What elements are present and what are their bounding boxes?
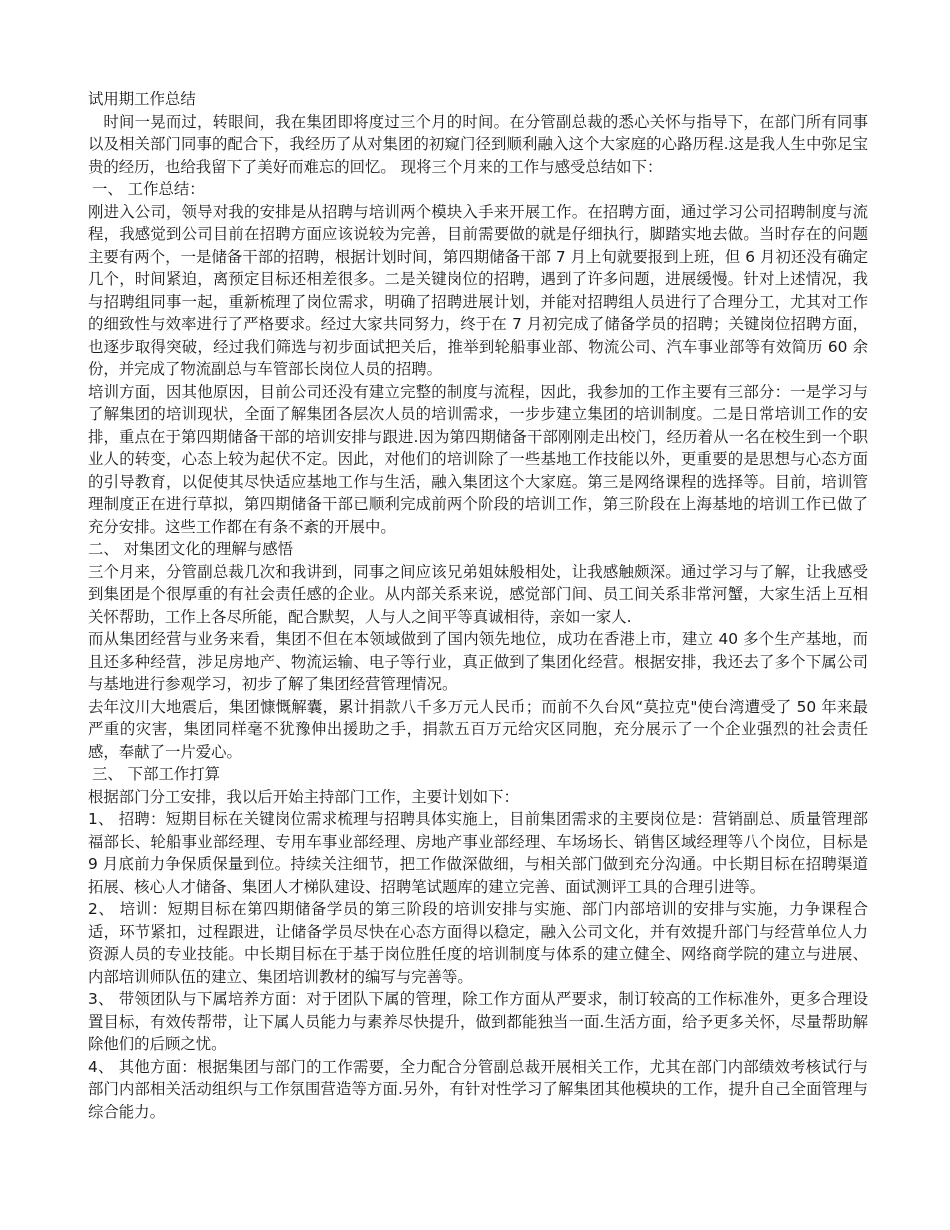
document-title: 试用期工作总结 <box>88 90 196 108</box>
section-heading-3: 三、 下部工作打算 <box>92 765 221 783</box>
section-heading-2: 二、 对集团文化的理解与感悟 <box>88 540 293 558</box>
intro-paragraph: 时间一晃而过，转眼间，我在集团即将度过三个月的时间。在分管副总裁的悉心关怀与指导下，在部门所有同事以及相关部门同事的配合下，我经历了从对集团的初窥门径到顺利融入这个大家庭的心路历程.这是我人生中弥足宝贵的经历，也给我留下了美好而难忘的回忆。 现将三个月来的工作与感受总结如下： <box>88 112 868 176</box>
paragraph-business: 而从集团经营与业务来看，集团不但在本领域做到了国内领先地位，成功在香港上市，建立 40 多个生产基地，而且还多种经营，涉足房地产、物流运输、电子等行业，真正做到了集团化经营。根据安排，我还去了多个下属公司与基地进行参观学习，初步了解了集团经营管理情况。 <box>88 630 868 693</box>
paragraph-plan-intro: 根据部门分工安排，我以后开始主持部门工作，主要计划如下： <box>88 787 519 806</box>
document-body <box>88 88 868 1123</box>
paragraph-charity: 去年汶川大地震后，集团慷慨解囊，累计捐款八千多万元人民币；而前不久台风“莫拉克"使台湾遭受了 50 年来最严重的灾害，集团同样毫不犹豫伸出援助之手，捐款五百万元给灾区同胞，充分展示了一个企业强烈的社会责任感，奉献了一片爱心。 <box>88 697 868 761</box>
paragraph-recruitment: 刚进入公司，领导对我的安排是从招聘与培训两个模块入手来开展工作。在招聘方面，通过学习公司招聘制度与流程，我感觉到公司目前在招聘方面应该说较为完善，目前需要做的就是仔细执行，脚踏实地去做。当时存在的问题主要有两个，一是储备干部的招聘，根据计划时间，第四期储备干部 7 月上旬就要报到上班，但 6 月初还没有确定几个，时间紧迫，离预定目标还相差很多。二是关键岗位的招聘，遇到了许多问题，进展缓慢。针对上述情况，我与招聘组同事一起，重新梳理了岗位需求，明确了招聘进展计划，并能对招聘组人员进行了合理分工，尤其对工作的细致性与效率进行了严格要求。经过大家共同努力，终于在 7 月初完成了储备学员的招聘；关键岗位招聘方面，也逐步取得突破，经过我们筛选与初步面试把关后，推举到轮船事业部、物流公司、汽车事业部等有效简历 60 余份，并完成了物流副总与车管部长岗位人员的招聘。 <box>88 202 868 378</box>
plan-item-2: 2、 培训：短期目标在第四期储备学员的第三阶段的培训安排与实施、部门内部培训的安排与实施，力争课程合适，环节紧扣，过程跟进，让储备学员尽快在心态方面得以稳定，融入公司文化，并有效提升部门与经营单位人力资源人员的专业技能。中长期目标在于基于岗位胜任度的培训制度与体系的建立健全、网络商学院的建立与进展、内部培训师队伍的建立、集团培训教材的编写与完善等。 <box>88 900 868 986</box>
section-heading-1: 一、 工作总结： <box>92 180 205 198</box>
paragraph-training: 培训方面，因其他原因，目前公司还没有建立完整的制度与流程，因此，我参加的工作主要有三部分：一是学习与了解集团的培训现状，全面了解集团各层次人员的培训需求，一步步建立集团的培训制度。二是日常培训工作的安排，重点在于第四期储备干部的培训安排与跟进.因为第四期储备干部刚刚走出校门，经历着从一名在校生到一个职业人的转变，心态上较为起伏不定。因此，对他们的培训除了一些基地工作技能以外，更重要的是思想与心态方面的引导教育，以促使其尽快适应基地工作与生活，融入集团这个大家庭。第三是网络课程的选择等。目前，培训管理制度正在进行草拟，第四期储备干部已顺利完成前两个阶段的培训工作，第三阶段在上海基地的培训工作已做了充分安排。这些工作都在有条不紊的开展中。 <box>88 382 868 536</box>
paragraph-culture: 三个月来，分管副总裁几次和我讲到，同事之间应该兄弟姐妹般相处，让我感触颇深。通过学习与了解，让我感受到集团是个很厚重的有社会责任感的企业。从内部关系来说，感觉部门间、员工间关系非常河蟹，大家生活上互相关怀帮助，工作上各尽所能，配合默契，人与人之间平等真诚相待，亲如一家人. <box>88 562 868 626</box>
plan-item-4: 4、 其他方面：根据集团与部门的工作需要，全力配合分管副总裁开展相关工作，尤其在部门内部绩效考核试行与部门内部相关活动组织与工作氛围营造等方面.另外，有针对性学习了解集团其他模块的工作，提升自己全面管理与综合能力。 <box>88 1057 868 1121</box>
plan-item-1: 1、 招聘：短期目标在关键岗位需求梳理与招聘具体实施上，目前集团需求的主要岗位是：营销副总、质量管理部福部长、轮船事业部经理、专用车事业部经理、房地产事业部经理、车场场长、销售区域经理等八个岗位，目标是 9 月底前力争保质保量到位。持续关注细节，把工作做深做细，与相关部门做到充分沟通。中长期目标在招聘渠道拓展、核心人才储备、集团人才梯队建设、招聘笔试题库的建立完善、面试测评工具的合理引进等。 <box>88 810 868 896</box>
plan-item-3: 3、 带领团队与下属培养方面：对于团队下属的管理，除工作方面从严要求，制订较高的工作标准外，更多合理设置目标，有效传帮带，让下属人员能力与素养尽快提升，做到都能独当一面.生活方面，给予更多关怀，尽量帮助解除他们的后顾之忧。 <box>88 990 868 1053</box>
